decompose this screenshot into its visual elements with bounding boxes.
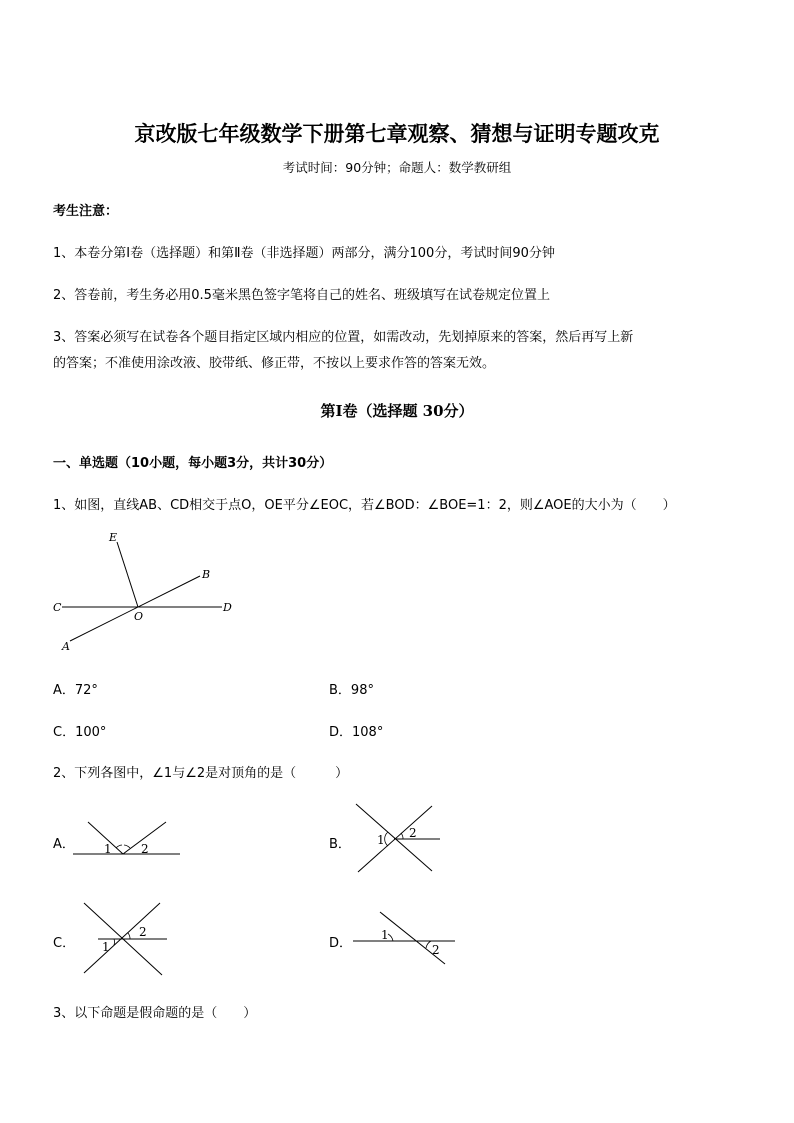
question-1-figure — [50, 528, 250, 658]
ray-oe — [117, 542, 138, 607]
question-1-option-b[interactable]: B．98° — [329, 683, 374, 698]
svg-text:1: 1 — [381, 928, 389, 942]
question-2-option-b[interactable]: B． — [329, 837, 351, 852]
svg-text:2: 2 — [141, 842, 149, 856]
svg-text:2: 2 — [409, 826, 417, 840]
exam-info: 考试时间：90分钟；命题人：数学教研组 — [282, 160, 512, 175]
notice-item-1: 1、本卷分第Ⅰ卷（选择题）和第Ⅱ卷（非选择题）两部分，满分100分，考试时间90分钟 — [53, 246, 555, 261]
question-1-option-d[interactable]: D．108° — [329, 725, 384, 740]
label-d: D — [223, 601, 232, 614]
question-1-stem: 1、如图，直线AB、CD相交于点O，OE平分∠EOC，若∠BOD：∠BOE=1：2，则∠AOE的大小为（ ） — [53, 498, 676, 513]
svg-text:1: 1 — [104, 842, 112, 856]
part-heading: 一、单选题（10小题，每小题3分，共计30分） — [53, 456, 333, 471]
label-a: A — [62, 640, 70, 653]
notice-heading: 考生注意： — [53, 204, 119, 219]
question-2-figure-d — [350, 906, 460, 966]
question-2-figure-b — [352, 800, 447, 876]
question-2-option-a[interactable]: A． — [53, 837, 75, 852]
question-2-figure-a — [70, 812, 185, 862]
svg-text:2: 2 — [139, 925, 147, 939]
svg-text:1: 1 — [377, 833, 385, 847]
label-e: E — [109, 531, 118, 544]
question-2-option-c[interactable]: C． — [53, 936, 76, 951]
section-title: 第Ⅰ卷（选择题 30分） — [320, 402, 474, 420]
label-c: C — [53, 601, 62, 614]
question-3-stem: 3、以下命题是假命题的是（ ） — [53, 1006, 257, 1021]
notice-item-3-cont: 的答案；不准使用涂改液、胶带纸、修正带，不按以上要求作答的答案无效。 — [53, 356, 496, 371]
question-2-option-d[interactable]: D． — [329, 936, 353, 951]
line-ab — [70, 576, 200, 641]
notice-item-3: 3、答案必须写在试卷各个题目指定区域内相应的位置，如需改动，先划掉原来的答案，然后再写上新 — [53, 330, 634, 345]
question-1-option-a[interactable]: A．72° — [53, 683, 98, 698]
question-1-option-c[interactable]: C．100° — [53, 725, 107, 740]
svg-text:1: 1 — [102, 940, 110, 954]
label-o: O — [134, 610, 144, 623]
label-b: B — [202, 568, 211, 581]
svg-text:2: 2 — [432, 943, 440, 957]
page-title: 京改版七年级数学下册第七章观察、猜想与证明专题攻克 — [134, 121, 660, 146]
notice-item-2: 2、答卷前，考生务必用0.5毫米黑色签字笔将自己的姓名、班级填写在试卷规定位置上 — [53, 288, 550, 303]
question-2-stem: 2、下列各图中，∠1与∠2是对顶角的是（ ） — [53, 766, 349, 781]
question-2-figure-c — [76, 899, 171, 979]
